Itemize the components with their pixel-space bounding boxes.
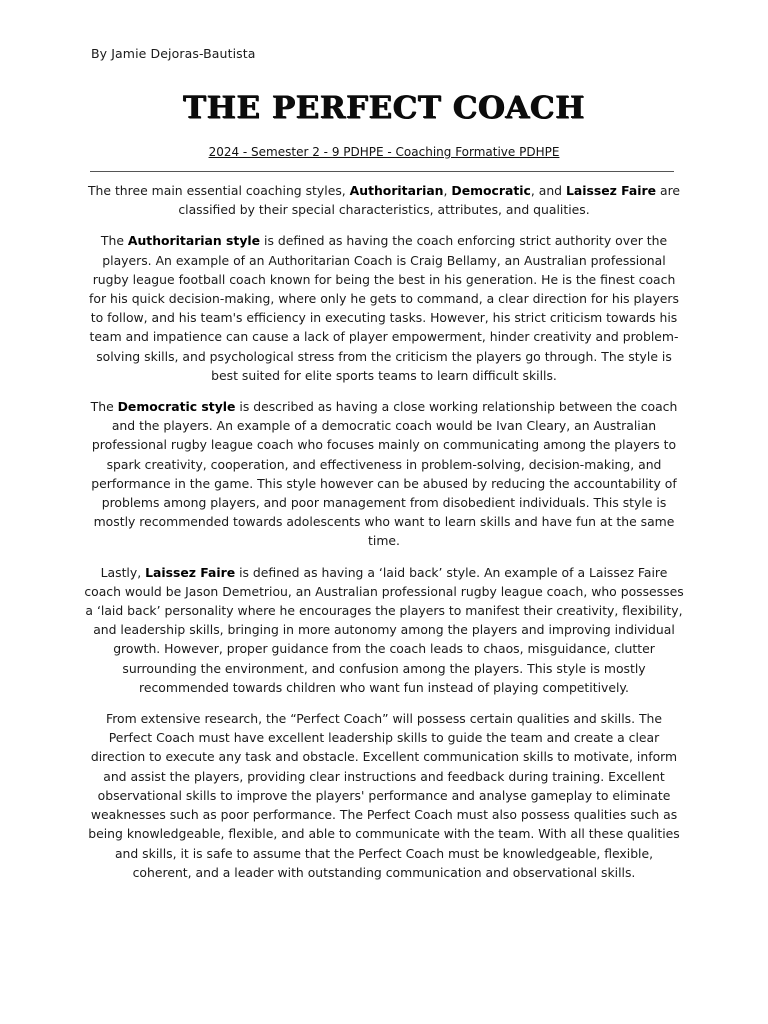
intro-text-4: are classified by their special characteristics, attributes, and qualities. bbox=[178, 183, 681, 218]
democratic-paragraph bbox=[84, 397, 684, 551]
laissez-faire-text-2: is defined as having a ‘laid back’ style. An example of a Laissez Faire coach would be Jason Demetriou, an Australian professional rugby league coach, who possesses a ‘laid back’ personality where he encourages the players to manifest their creativity, flexibility, and leadership skills, bringing in more autonomy among the players and improving individual growth. However, proper guidance from the coach leads to chaos, misguidance, clutter surrounding the environment, and confusion among the players. This style is mostly recommended towards children who want fun instead of playing competitively. bbox=[84, 564, 684, 695]
author-byline: By Jamie Dejoras-Bautista bbox=[91, 46, 256, 61]
intro-term-democratic: Democratic bbox=[451, 183, 531, 198]
intro-text-1: The three main essential coaching styles, bbox=[87, 183, 350, 198]
intro-term-authoritarian: Authoritarian bbox=[349, 183, 444, 198]
intro-paragraph bbox=[84, 181, 684, 219]
document-subtitle: 2024 - Semester 2 - 9 PDHPE - Coaching Formative PDHPE bbox=[208, 145, 560, 159]
authoritarian-text-2: is defined as having the coach enforcing strict authority over the players. An example of an Authoritarian Coach is Craig Bellamy, an Australian professional rugby league football coach known for being the best in his generation. He is the finest coach for his quick decision-making, where only he gets to command, a clear direction for his players to follow, and his team's efficiency in executing tasks. However, his strict criticism towards his team and impatience can cause a lack of player empowerment, hinder creativity and problem-solving skills, and psychological stress from the criticism the players go through. The style is best suited for elite sports teams to learn difficult skills. bbox=[89, 233, 679, 383]
democratic-text-2: is described as having a close working relationship between the coach and the players. An example of a democratic coach would be Ivan Cleary, an Australian professional rugby league coach who focuses mainly on communicating among the players to spark creativity, cooperation, and effectiveness in problem-solving, decision-making, and performance in the game. This style however can be abused by reducing the accountability of problems among players, and poor management from disobedient individuals. This style is mostly recommended towards adolescents who want to learn skills and have fun at the same time. bbox=[91, 399, 678, 549]
laissez-faire-term: Laissez Faire bbox=[145, 564, 236, 580]
authoritarian-text-1: The bbox=[100, 233, 128, 249]
laissez-faire-text-1: Lastly, bbox=[100, 564, 146, 580]
authoritarian-paragraph bbox=[84, 231, 684, 385]
intro-term-laissez-faire: Laissez Faire bbox=[566, 183, 657, 198]
document-title: THE PERFECT COACH bbox=[183, 90, 585, 126]
democratic-term: Democratic style bbox=[117, 399, 236, 415]
authoritarian-term: Authoritarian style bbox=[127, 233, 261, 249]
intro-text-3: , and bbox=[530, 183, 566, 198]
conclusion-paragraph: From extensive research, the “Perfect Coach” will possess certain qualities and skills. The Perfect Coach must have excellent leadership skills to guide the team and create a clear direction to execute any task and obstacle. Excellent communication skills to motivate, inform and assist the players, providing clear instructions and feedback during training. Excellent observational skills to improve the players' performance and analyse gameplay to eliminate weaknesses such as poor performance. The Perfect Coach must also possess qualities such as being knowledgeable, flexible, and able to communicate with the team. With all these qualities and skills, it is safe to assume that the Perfect Coach must be knowledgeable, flexible, coherent, and a leader with outstanding communication and observational skills. bbox=[88, 711, 680, 880]
title-divider bbox=[90, 171, 674, 172]
laissez-faire-paragraph bbox=[84, 563, 684, 697]
intro-text-2: , bbox=[443, 183, 452, 198]
document-body bbox=[84, 181, 684, 894]
democratic-text-1: The bbox=[90, 399, 118, 415]
